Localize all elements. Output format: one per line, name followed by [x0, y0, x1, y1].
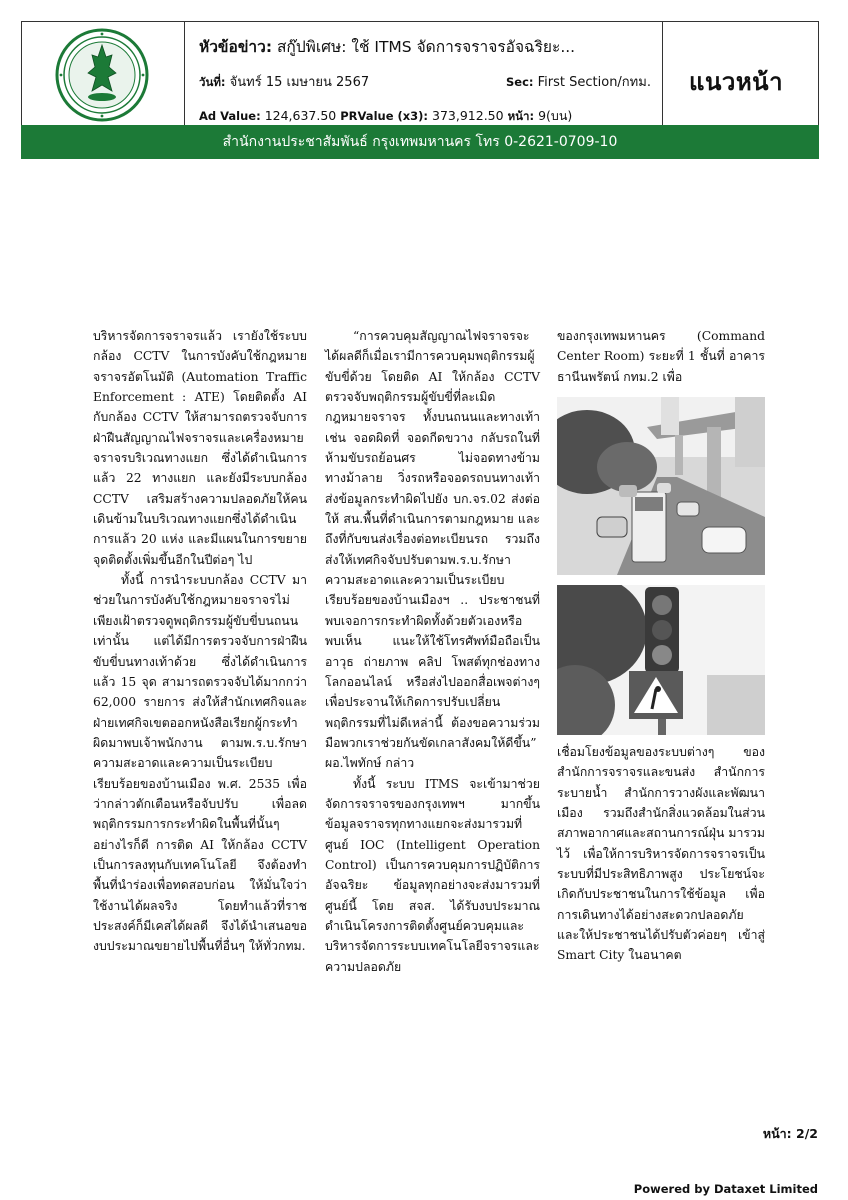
headline: สกู๊ปพิเศษ: ใช้ ITMS จัดการจราจรอัจฉริยะ... [276, 38, 576, 56]
headline-label: หัวข้อข่าว: [199, 38, 273, 56]
paragraph: ทั้งนี้ การนำระบบกล้อง CCTV มาช่วยในการบังคับใช้กฎหมายจราจรไม่เพียงเฝ้าตรวจดูพฤติกรรมผู้ขับขี่บนถนนเท่านั้น แต่ได้มีการตรวจจับการฝ่าฝืนขับขี่บนทางเท้าด้วย ซึ่งได้ดำเนินการแล้ว 15 จุด สามารถตรวจจับได้มากกว่า 62,000 รายการ ส่งให้สำนักเทศกิจและฝ่ายเทศกิจเขตออกหนังสือเรียกผู้กระทำผิดมาพบเจ้าพนักงาน ตามพ.ร.บ.รักษาความสะอาดและความเป็นระเบียบเรียบร้อยของบ้านเมือง พ.ศ. 2535 เพื่อว่ากล่าวตักเตือนหรือจับปรับ เพื่อลดพฤติกรรมการกระทำผิดในพื้นที่นั้นๆ อย่างไรก็ดี การติด AI ให้กล้อง CCTV เป็นการลงทุนกับเทคโนโลยี จึงต้องทำพื้นที่นำร่องเพื่อทดสอบก่อน ให้มั่นใจว่าใช้งานได้ผลจริง โดยทำแล้วที่ราชประสงค์ก็มีเคสได้ผลดี จึงได้นำเสนอของบประมาณขยายไปพื้นที่อื่นๆ ให้ทั่วกทม. [93, 573, 307, 954]
article-column-1 [93, 326, 307, 957]
logo-cell [22, 22, 185, 134]
paragraph: เชื่อมโยงข้อมูลของระบบต่างๆ ของสำนักการจราจรและขนส่ง สำนักการระบายน้ำ สำนักการวางผังและพัฒนาเมือง รวมถึงสำนักสิ่งแวดล้อมในส่วนสภาพอากาศและสถานการณ์ฝุ่น มารวมไว้ เพื่อให้การบริหารจัดการจราจรเป็นระบบที่มีประสิทธิภาพสูง ประโยชน์จะเกิดกับประชาชนในการใช้ข้อมูล เพื่อการเดินทางได้อย่างสะดวกปลอดภัย และให้ประชาชนได้ปรับตัวค่อยๆ เข้าสู่ Smart City ในอนาคต [557, 745, 765, 963]
article-column-3-top [557, 326, 765, 387]
page-number-value: 2/2 [796, 1126, 818, 1141]
clipping-info [199, 28, 679, 126]
sec-label: Sec: [506, 75, 534, 89]
article-column-3-bottom [557, 742, 765, 966]
pr-value: 373,912.50 [432, 108, 504, 123]
page-number [763, 1124, 818, 1144]
traffic-road-photo [557, 397, 765, 575]
date: จันทร์ 15 เมษายน 2567 [229, 75, 370, 90]
ad-value-label: Ad Value: [199, 109, 261, 123]
page-value: 9(บน) [538, 108, 573, 123]
paragraph: บริหารจัดการจราจรแล้ว เรายังใช้ระบบกล้อง CCTV ในการบังคับใช้กฎหมายจราจรอัตโนมัติ (Automation Traffic Enforcement : ATE) โดยติดตั้ง AI กับกล้อง CCTV ให้สามารถตรวจจับการฝ่าฝืนสัญญาณไฟจราจรและเครื่องหมายจราจรบริเวณทางแยก ซึ่งได้ดำเนินการแล้ว 22 ทางแยก และยังมีระบบกล้อง CCTV เสริมสร้างความปลอดภัยให้คนเดินข้ามในบริเวณทางแยกซึ่งได้ดำเนินการแล้ว 20 แห่ง และมีแผนในการขยายจุดติดตั้งเพิ่มขึ้นอีกในปีต่อๆ ไป [93, 329, 307, 567]
ad-value: 124,637.50 [264, 108, 337, 123]
pedestrian-signal-photo [557, 585, 765, 735]
sec-value: First Section/กทม. [537, 75, 651, 90]
pr-office-band: สำนักงานประชาสัมพันธ์ กรุงเทพมหานคร โทร 0-2621-0709-10 [21, 125, 819, 159]
traffic-road-illustration [557, 397, 765, 575]
pr-value-label: PRValue (x3): [340, 109, 429, 123]
bangkok-seal-icon [54, 27, 150, 123]
pedestrian-signal-illustration [557, 585, 765, 735]
newspaper-name: แนวหน้า [689, 68, 784, 96]
powered-by: Powered by Dataxet Limited [633, 1182, 818, 1196]
paragraph: “การควบคุมสัญญาณไฟจราจรจะได้ผลดีก็เมื่อเรามีการควบคุมพฤติกรรมผู้ขับขี่ด้วย โดยติด AI ให้กล้อง CCTV ตรวจจับพฤติกรรมผู้ขับขี่ที่ละเมิดกฎหมายจราจร ทั้งบนถนนและทางเท้า เช่น จอดผิดที่ จอดกีดขวาง กลับรถในที่ห้ามขับรถย้อนศร ไม่จอดทางข้ามทางม้าลาย วิ่งรถหรือจอดรถบนทางเท้า ส่งข้อมูลกระทำผิดไปยัง บก.จร.02 ส่งต่อให้ สน.พื้นที่ดำเนินการตามกฎหมาย และถึงที่กับขนส่งเรื่องต่อทะเบียนรถ รวมถึงส่งให้เทศกิจจับปรับตามพ.ร.บ.รักษาความสะอาดและความเป็นระเบียบเรียบร้อยของบ้านเมืองฯ .. ประชาชนที่พบเจอการกระทำผิดทั้งด้วยตัวเองหรือพบเห็น แนะให้ใช้โทรศัพท์มือถือเป็นอาวุธ ถ่ายภาพ คลิป โพสต์ทุกช่องทางโลกออนไลน์ หรือส่งไปออกสื่อเพจต่างๆ เพื่อประจานให้เกิดการปรับเปลี่ยนพฤติกรรมที่ไม่ดีเหล่านี้ ต้องขอความร่วมมือพวกเราช่วยกันขัดเกลาสังคมให้ดีขึ้น” ผอ.ไพทักษ์ กล่าว [325, 329, 540, 771]
paragraph: ทั้งนี้ ระบบ ITMS จะเข้ามาช่วยจัดการจราจรของกรุงเทพฯ มากขึ้น ข้อมูลจราจรทุกทางแยกจะส่งมารวมที่ศูนย์ IOC (Intelligent Operation Control) เป็นการควบคุมการปฏิบัติการอัจฉริยะ ข้อมูลทุกอย่างจะส่งมารวมที่ศูนย์นี้ โดย สจส. ได้รับงบประมาณดำเนินโครงการติดตั้งศูนย์ควบคุมและบริหารจัดการระบบเทคโนโลยีจราจรและความปลอดภัย [325, 776, 540, 974]
headline-row [199, 34, 679, 59]
clipping-header [21, 21, 819, 136]
section-info [506, 71, 651, 92]
date-row [199, 71, 679, 92]
newspaper-name-cell [662, 22, 818, 134]
page-number-label: หน้า: [762, 1126, 792, 1141]
page-label: หน้า: [507, 109, 535, 123]
paragraph: ของกรุงเทพมหานคร (Command Center Room) ระยะที่ 1 ชั้นที่ อาคารธานีนพรัตน์ กทม.2 เพื่อ [557, 329, 765, 384]
value-row [199, 106, 679, 126]
article-column-2 [325, 326, 540, 977]
date-label: วันที่: [199, 75, 226, 89]
